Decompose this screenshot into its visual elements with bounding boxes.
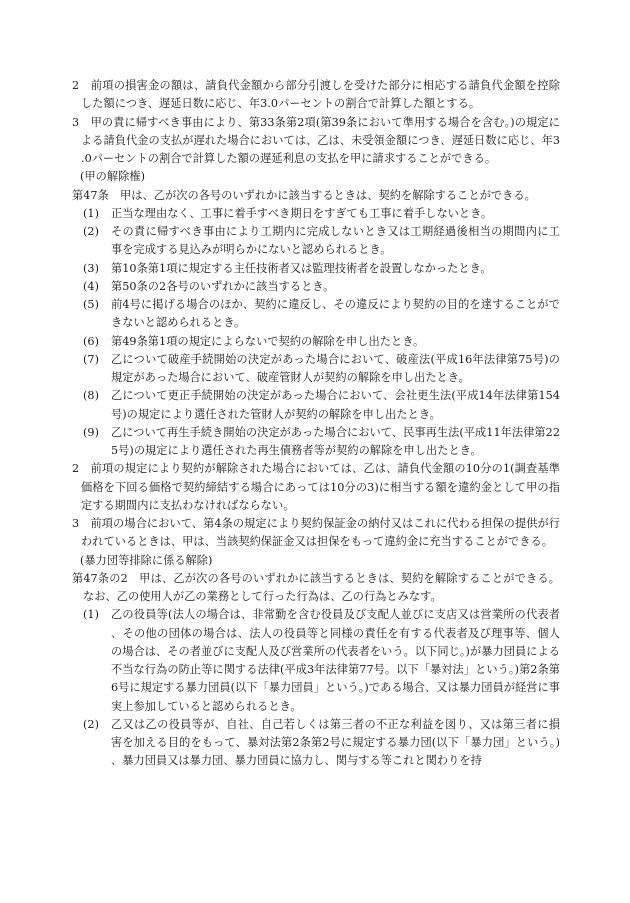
item-number: (1) xyxy=(83,206,99,220)
numbered-paragraph: 2 前項の損害金の額は、請負代金額から部分引渡しを受けた部分に相応する請負代金額を控除した額につき、遅延日数に応じ、年3.0パーセントの割合で計算した額とする。 xyxy=(72,79,560,111)
section-caption: (暴力団等排除に係る解除) xyxy=(80,553,213,567)
item-text: 第50条の2各号のいずれかに該当するとき。 xyxy=(111,279,335,293)
list-item xyxy=(72,716,560,771)
item-text: その責に帰すべき事由により工期内に完成しないとき又は工期経過後相当の期間内に工事を完成する見込みが明らかにないと認められるとき。 xyxy=(111,225,560,257)
item-number: (1) xyxy=(83,608,99,622)
numbered-paragraph: 2 前項の規定により契約が解除された場合においては、乙は、請負代金額の10分の1(調査基準価格を下回る価格で契約締結する場合にあっては10分の3)に相当する額を違約金として甲の指定する期間内に支払わなければならない。 xyxy=(72,462,560,512)
item-number: (6) xyxy=(83,334,99,348)
item-number: (9) xyxy=(83,425,99,439)
item-text: 乙について更正手続開始の決定があった場合において、会社更生法(平成14年法律第154号)の規定により選任された管財人が契約の解除を申し出たとき。 xyxy=(111,389,560,421)
item-number: (7) xyxy=(83,352,99,366)
item-number: (3) xyxy=(83,261,99,275)
list-item xyxy=(72,351,560,388)
numbered-paragraph: 3 前項の場合において、第4条の規定により契約保証金の納付又はこれに代わる担保の提供が行われているときは、甲は、当該契約保証金又は担保をもって違約金に充当することができる。 xyxy=(72,517,560,549)
item-number: (8) xyxy=(83,389,99,403)
document-body xyxy=(72,77,560,771)
numbered-paragraph: 3 甲の責に帰すべき事由により、第33条第2項(第39条において準用する場合を含む。)の規定による請負代金の支払が遅れた場合においては、乙は、未受領金額につき、遅延日数に応じ、年3.0パーセントの割合で計算した額の遅延利息の支払を甲に請求することができる。 xyxy=(72,115,560,165)
list-item xyxy=(72,296,560,333)
item-text: 乙について破産手続開始の決定があった場合において、破産法(平成16年法律第75号)の規定があった場合において、破産管財人が契約の解除を申し出たとき。 xyxy=(111,352,560,384)
item-text: 第49条第1項の規定によらないで契約の解除を申し出たとき。 xyxy=(111,334,425,348)
list-item xyxy=(72,333,560,351)
item-number: (2) xyxy=(83,225,99,238)
list-item xyxy=(72,278,560,296)
item-text: 乙又は乙の役員等が、自社、自己若しくは第三者の不正な利益を図り、又は第三者に損害を加える目的をもって、暴対法第2条第2号に規定する暴力団(以下「暴力団」という。)、暴力団員又は暴力団、暴力団員に協力し、関与する等これと関わりを持 xyxy=(111,717,560,768)
list-item xyxy=(72,260,560,278)
item-text: 前4号に掲げる場合のほか、契約に違反し、その違反により契約の目的を達することができないと認められるとき。 xyxy=(111,298,560,330)
article-heading: 第47条の2 甲は、乙が次の各号のいずれかに該当するときは、契約を解除することができる。なお、乙の使用人が乙の業務として行った行為は、乙の行為とみなす。 xyxy=(72,571,560,603)
article-heading: 第47条 甲は、乙が次の各号のいずれかに該当するときは、契約を解除することができる。 xyxy=(72,188,536,202)
item-text: 正当な理由なく、工事に着手すべき期日をすぎても工事に着手しないとき。 xyxy=(111,206,493,220)
item-text: 乙について再生手続き開始の決定があった場合において、民事再生法(平成11年法律第225号)の規定により選任された再生債務者等が契約の解除を申し出たとき。 xyxy=(111,425,560,457)
item-text: 第10条第1項に規定する主任技術者又は監理技術者を設置しなかったとき。 xyxy=(111,261,492,275)
list-item xyxy=(72,387,560,424)
item-number: (2) xyxy=(83,717,99,731)
list-item xyxy=(72,223,560,260)
item-number: (5) xyxy=(83,298,99,311)
section-caption: (甲の解除権) xyxy=(80,170,146,184)
list-item xyxy=(72,205,560,223)
item-text: 乙の役員等(法人の場合は、非常勤を含む役員及び支配人並びに支店又は営業所の代表者、その他の団体の場合は、法人の役員等と同様の責任を有する代表者及び理事等、個人の場合は、その者並びに支配人及び営業所の代表者をいう。以下同じ。)が暴力団員による不当な行為の防止等に関する法律(平成3年法律第77号。以下「暴対法」という。)第2条第6号に規定する暴力団員(以下「暴力団員」という。)である場合、又は暴力団員が経営に事実上参加していると認められるとき。 xyxy=(111,608,560,713)
list-item xyxy=(72,424,560,461)
list-item xyxy=(72,606,560,716)
item-number: (4) xyxy=(83,279,99,293)
